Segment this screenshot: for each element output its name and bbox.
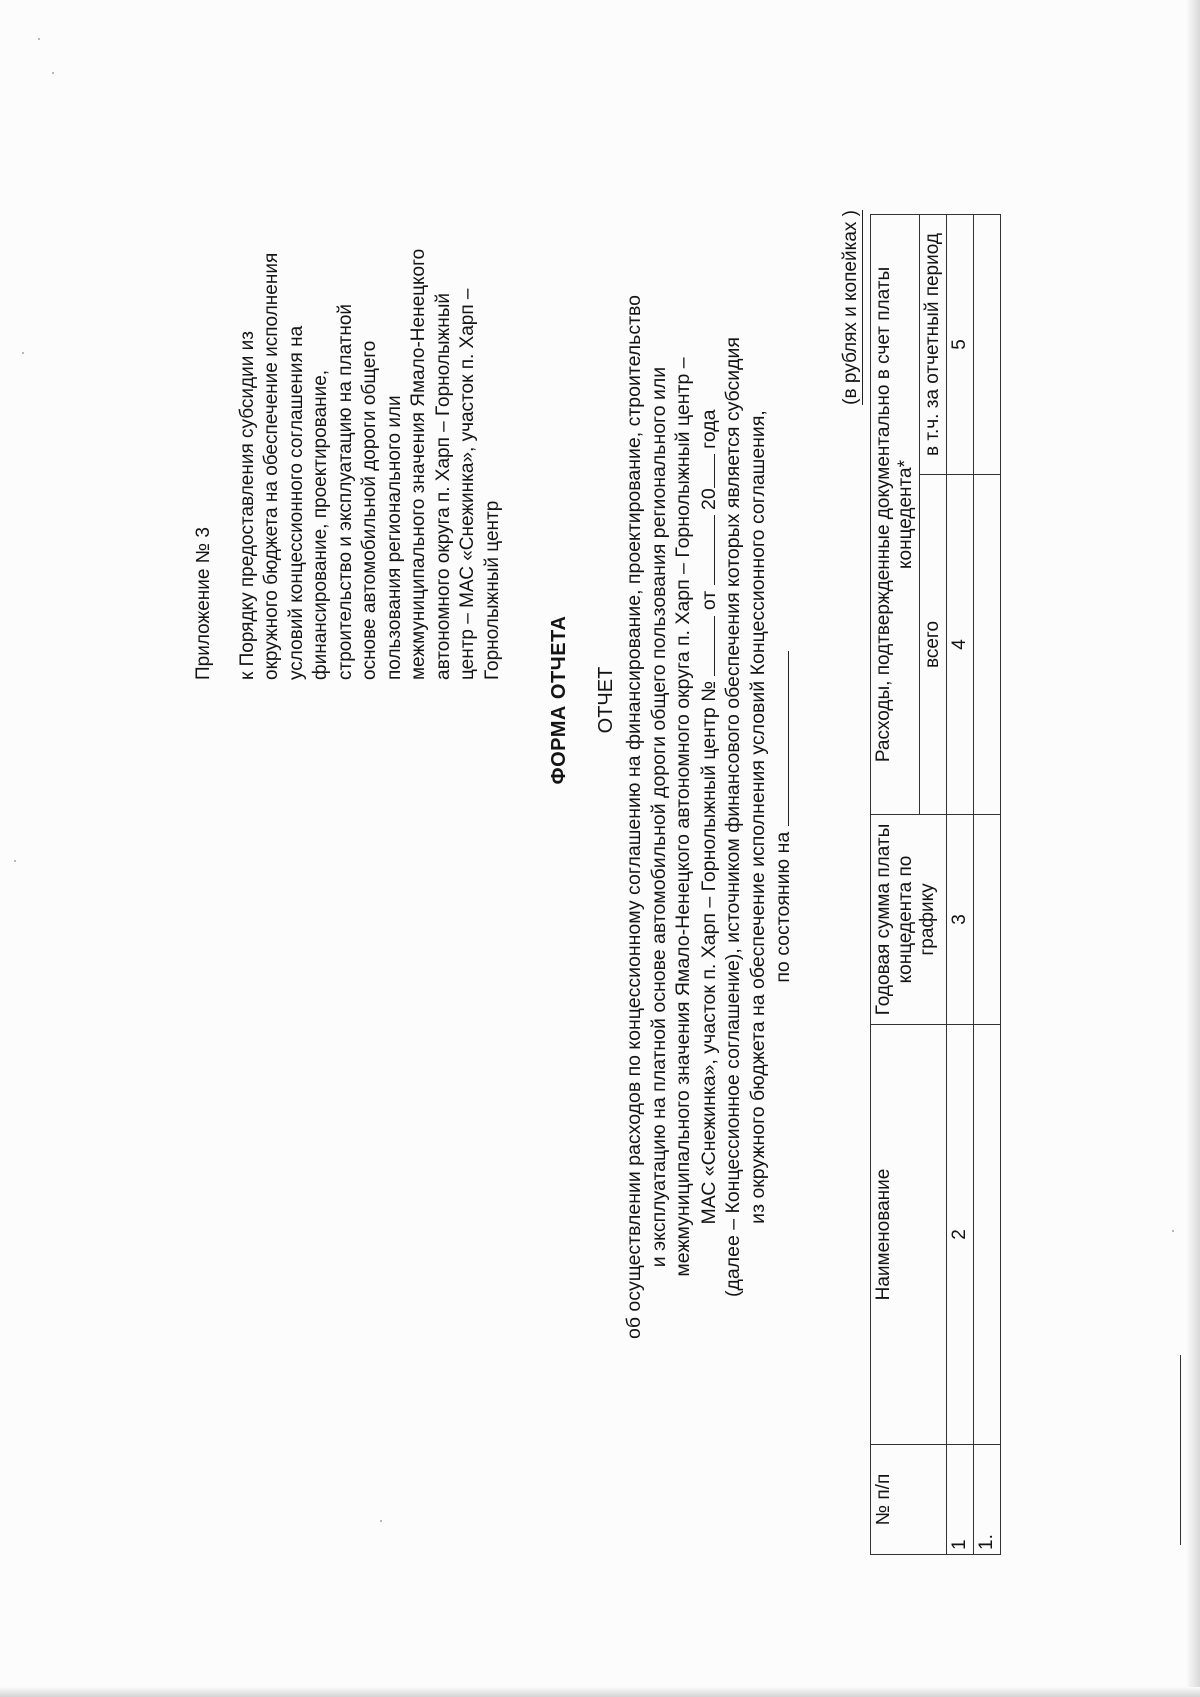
- appendix-line: финансирование, проектирование,: [310, 369, 331, 680]
- report-line: об осуществлении расходов по концессионному соглашению на финансирование, проектирование, строительство: [623, 295, 645, 1340]
- table-header-row: [871, 215, 920, 1555]
- appendix-line: автономного округа п. Харп – Горнолыжный: [432, 292, 454, 680]
- table-row: [974, 215, 1001, 1555]
- row-name-cell: [974, 1025, 1001, 1445]
- numbering-cell: 4: [947, 475, 974, 815]
- header-cell-total: всего: [920, 475, 947, 815]
- scan-speck: [38, 38, 40, 40]
- numbering-cell: 3: [947, 815, 974, 1025]
- unit-note-text: (в рублях и копейках ): [840, 210, 861, 405]
- report-title: ОТЧЕТ: [595, 666, 617, 734]
- report-line: [696, 92, 722, 1542]
- report-text: 20: [697, 488, 720, 510]
- appendix-line: строительство и эксплуатацию на платной: [334, 303, 356, 680]
- agreement-number-blank: [696, 616, 715, 676]
- form-title: ФОРМА ОТЧЕТА: [548, 615, 570, 785]
- table-numbering-row: [947, 215, 974, 1555]
- appendix-line: к Порядку предоставления субсидии из: [236, 331, 258, 680]
- appendix-block: [192, 170, 505, 680]
- appendix-line: пользования регионального или: [383, 395, 405, 680]
- header-cell-period: в т.ч. за отчетный период: [920, 215, 947, 475]
- appendix-line: основе автомобильной дороги общего: [359, 340, 380, 680]
- row-total-cell: [974, 475, 1001, 815]
- row-annual-cell: [974, 815, 1001, 1025]
- footnote-separator: [1180, 1355, 1181, 1545]
- scan-edge-bottom: [0, 1687, 1200, 1697]
- report-line: [770, 92, 796, 1542]
- appendix-text: [236, 170, 506, 680]
- numbering-cell: 1: [947, 1445, 974, 1555]
- report-line: межмуниципального значения Ямало-Ненецкого автономного округа п. Харп – Горнолыжный центр –: [672, 357, 694, 1277]
- report-text: по состоянию на: [772, 831, 794, 983]
- header-cell-annual-amount: Годовая сумма платы концедента по графику: [871, 815, 947, 1025]
- appendix-line: окружного бюджета на обеспечение исполнения: [261, 252, 282, 680]
- row-number-cell: 1.: [974, 1445, 1001, 1555]
- report-table: [870, 214, 1001, 1555]
- report-line: из окружного бюджета на обеспечение исполнения условий Концессионного соглашения,: [746, 410, 769, 1224]
- report-text: года: [697, 409, 720, 449]
- report-text: МАС «Снежинка», участок п. Харп – Горнолыжный центр №: [697, 681, 720, 1225]
- report-text: от: [697, 590, 720, 611]
- report-line: и эксплуатацию на платной основе автомобильной дороги общего пользования регионального или: [647, 366, 670, 1268]
- agreement-date-blank: [696, 515, 715, 585]
- report-description: [622, 92, 796, 1542]
- header-cell-name: Наименование: [871, 1025, 947, 1445]
- appendix-line: Горнолыжный центр: [481, 500, 503, 680]
- appendix-line: межмуниципального значения Ямало-Ненецкого: [408, 248, 429, 680]
- appendix-line: условий концессионного соглашения на: [285, 325, 307, 680]
- header-cell-number: № п/п: [871, 1445, 947, 1555]
- row-period-cell: [974, 215, 1001, 475]
- appendix-title: Приложение № 3: [193, 527, 214, 680]
- rotated-page-content: [0, 50, 1200, 1650]
- numbering-cell: 5: [947, 215, 974, 475]
- unit-note: [840, 210, 862, 770]
- appendix-line: центр – МАС «Снежинка», участок п. Харп –: [457, 288, 478, 680]
- numbering-cell: 2: [947, 1025, 974, 1445]
- header-cell-expenses-group: Расходы, подтвержденные документально в счет платы концедента*: [871, 215, 920, 815]
- report-line: (далее – Концессионное соглашение), источником финансового обеспечения которых является субсидия: [722, 337, 744, 1297]
- agreement-year-blank: [696, 454, 715, 488]
- report-date-blank: [770, 651, 789, 826]
